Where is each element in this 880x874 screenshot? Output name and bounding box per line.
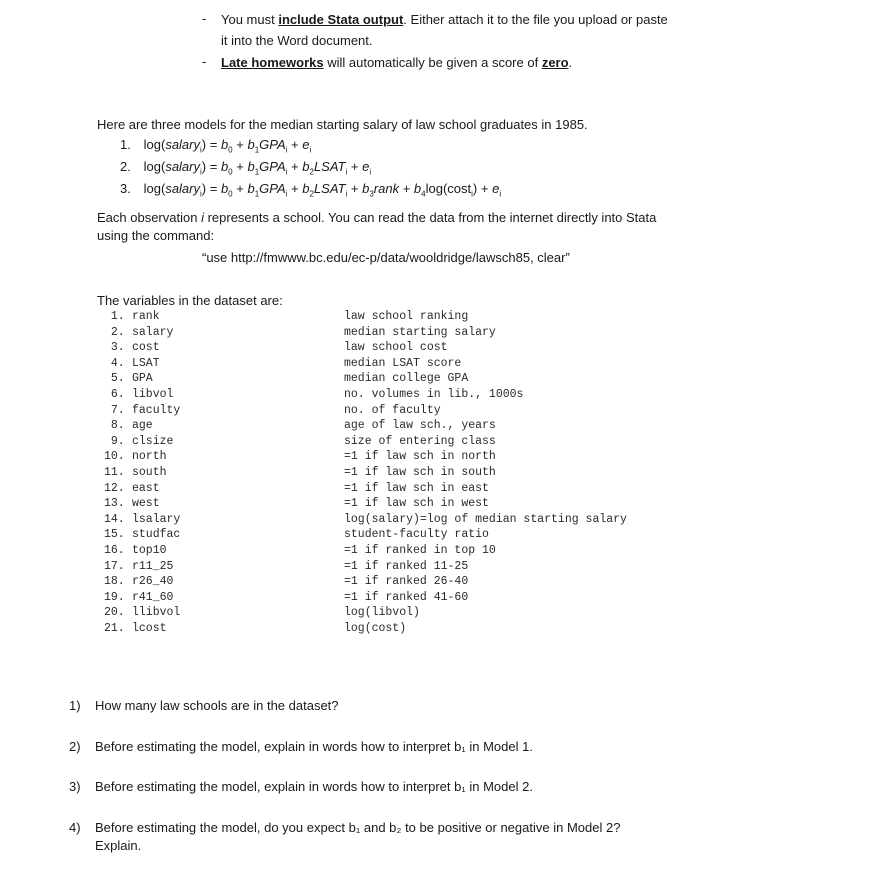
bullet-dash: - [202,11,207,26]
variable-name: cost [132,341,160,355]
model-3: 3. log(salary$_i$) = $b_0 + b_1GPA_i$ + $b_2LSAT_i$ + $b_3rank + b_4\log(\cos t_i) + e_i$ [120,181,502,199]
variable-description: =1 if ranked 26-40 [344,575,469,589]
variable-description: median college GPA [344,372,469,386]
variable-description: law school cost [344,341,448,355]
bullet-dash: - [202,54,207,69]
variable-description: age of law sch., years [344,419,496,433]
variable-number: 10. [104,450,125,464]
variable-name: rank [132,310,160,323]
intro-text: Here are three models for the median starting salary of law school graduates in 1985. [97,117,588,132]
variable-number: 17. [104,559,125,573]
variable-name: north [132,450,167,464]
variable-name: west [132,497,160,511]
variable-name: faculty [132,403,181,417]
variable-number: 20. [104,606,125,620]
variable-description: median starting salary [344,325,496,339]
variable-number: 14. [104,512,125,526]
variable-name: GPA [132,372,153,386]
variable-number: 11. [104,466,125,479]
variable-number: 3. [104,341,125,355]
variable-number: 4. [104,356,125,370]
variable-description: =1 if law sch in north [344,450,496,464]
variable-name: south [132,466,167,479]
variable-number: 2. [104,325,125,339]
variable-number: 15. [104,528,125,542]
variable-number: 9. [104,434,125,448]
variable-description: size of entering class [344,434,496,448]
variable-description: =1 if law sch in south [344,466,496,479]
variable-number: 1. [104,310,125,323]
observation-line-2: using the command: [97,228,215,243]
variable-description: median LSAT score [344,356,462,370]
variable-name: lcost [132,622,167,635]
bullet-stata-output-line2: it into the Word document. [221,33,373,48]
variable-description: =1 if ranked in top 10 [344,544,496,557]
stata-command: “use http://fmwww.bc.edu/ec-p/data/wooldridge/lawsch85, clear” [202,250,570,265]
variable-name: lsalary [132,512,181,526]
variable-name: age [132,419,153,433]
variable-description: log(salary)=log of median starting salary [344,512,627,526]
model-1: 1. log(salary$_i$) = $b_0 + b_1GPA_i + e_i$ [120,137,312,155]
model-list [120,135,820,201]
model-2-equation: log(salary$_i$) = $b_0 + b_1GPA_i$ + $b_2LSAT_i + e_i$ [143,159,372,177]
variable-number: 8. [104,419,125,433]
observation-line-1: Each observation i represents a school. You can read the data from the internet directly into Stata [97,210,657,225]
emphasis-late-homeworks: Late homeworks [221,55,324,70]
bullet-late-homeworks: Late homeworks will automatically be given a score of zero. [221,55,573,70]
variable-name: salary [132,325,174,339]
variable-number: 13. [104,497,125,511]
variable-number: 12. [104,481,125,495]
variable-name: r41_60 [132,590,174,604]
variable-description: log(libvol) [344,606,420,620]
bullet-stata-output: You must include Stata output. Either attach it to the file you upload or paste [221,12,668,27]
variable-name: r26_40 [132,575,174,589]
variable-name: r11_25 [132,559,174,573]
instruction-bullets [0,0,880,80]
variable-name: llibvol [132,606,181,620]
variable-number: 6. [104,388,125,401]
variable-name: east [132,481,160,495]
model-1-equation: log(salary$_i$) = $b_0 + b_1GPA_i + e_i$ [143,137,312,155]
variable-number: 18. [104,575,125,589]
variable-description: =1 if law sch in west [344,497,489,511]
emphasis-zero: zero [541,55,569,70]
variable-name: top10 [132,544,167,557]
variable-number: 16. [104,544,125,557]
variable-name: clsize [132,434,174,448]
variables-heading: The variables in the dataset are: [97,293,283,308]
variable-number: 5. [104,372,125,386]
model-2: 2. log(salary$_i$) = $b_0 + b_1GPA_i$ + $b_2LSAT_i + e_i$ [120,159,372,177]
variable-description: law school ranking [344,310,469,323]
variable-number: 19. [104,590,125,604]
emphasis-include-stata-output: include Stata output [278,12,404,27]
variable-description: log(cost) [344,622,407,635]
variable-name: LSAT [132,356,160,370]
variable-number: 21. [104,622,125,635]
variable-number: 7. [104,403,125,417]
model-3-equation: log(salary$_i$) = $b_0 + b_1GPA_i$ + $b_2LSAT_i$ + $b_3rank + b_4\log(\cos t_i) + e_i$ [143,181,502,199]
variable-description: =1 if ranked 11-25 [344,559,469,573]
variable-name: libvol [132,388,174,401]
variable-description: =1 if ranked 41-60 [344,590,469,604]
variable-name: studfac [132,528,181,542]
variable-description: no. volumes in lib., 1000s [344,388,524,401]
variable-description: no. of faculty [344,403,441,417]
variable-description: student-faculty ratio [344,528,489,542]
variable-description: =1 if law sch in east [344,481,489,495]
